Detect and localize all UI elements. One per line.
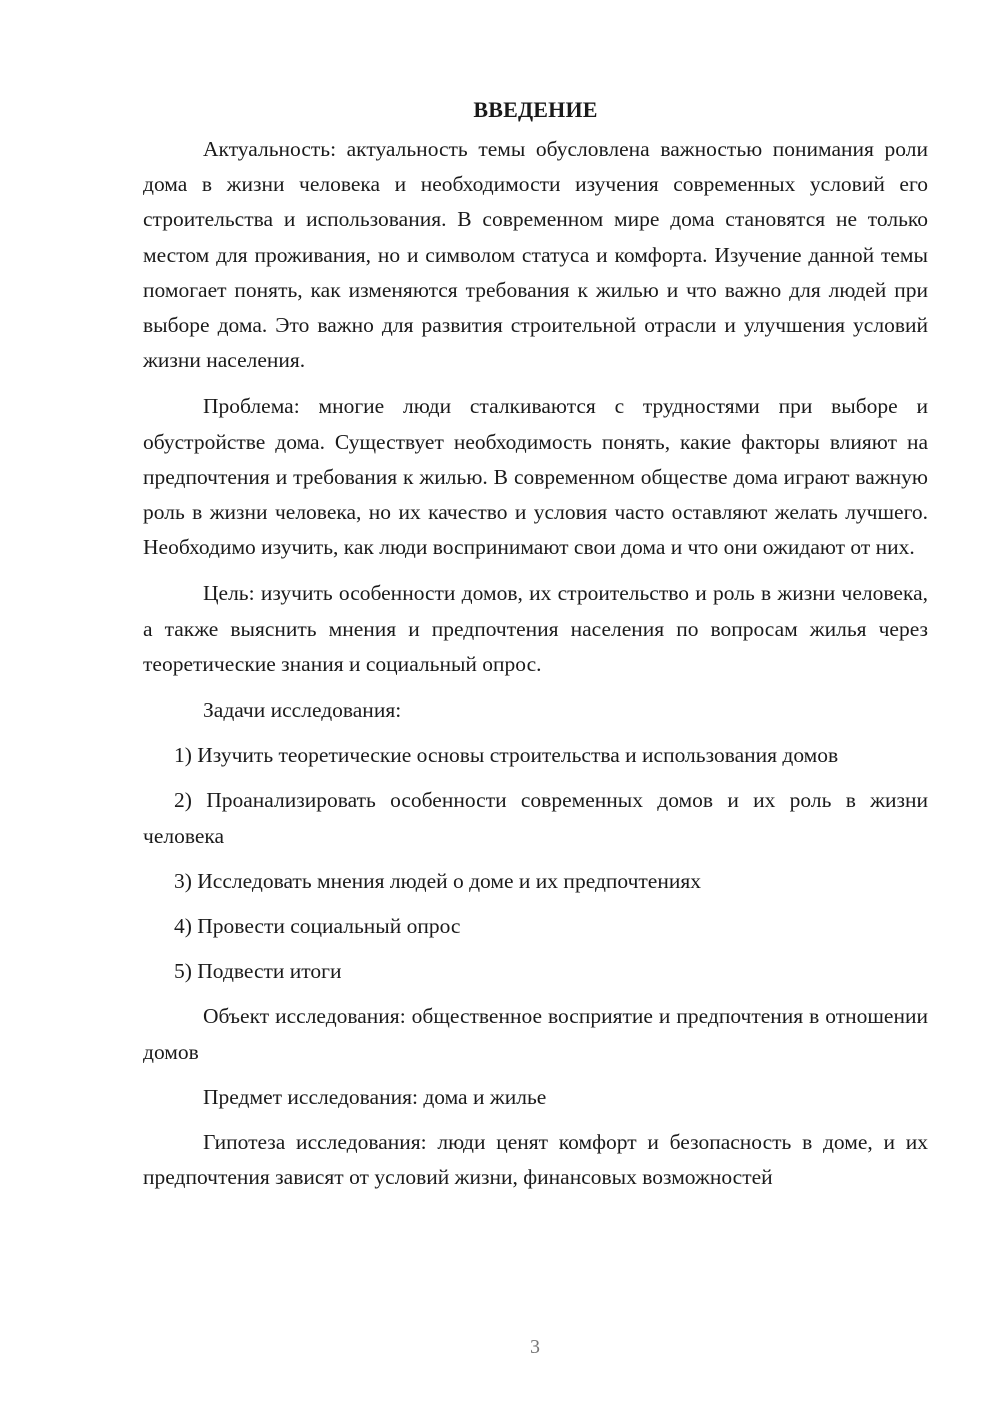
page-number: 3 [530, 1336, 540, 1358]
paragraph-hypothesis: Гипотеза исследования: люди ценят комфорт и безопасность в доме, и их предпочтения зависят от условий жизни, финансовых возможностей [143, 1130, 928, 1190]
paragraph-goal: Цель: изучить особенности домов, их строительство и роль в жизни человека, а также выяснить мнения и предпочтения населения по вопросам жилья через теоретические знания и социальный опрос. [143, 581, 928, 676]
list-item: 2) Проанализировать особенности современных домов и их роль в жизни человека [143, 788, 928, 848]
document-page [143, 94, 928, 1195]
list-item: 5) Подвести итоги [174, 959, 342, 984]
section-title: ВВЕДЕНИЕ [473, 97, 598, 122]
paragraph-object: Объект исследования: общественное восприятие и предпочтения в отношении домов [143, 1004, 928, 1064]
list-item: 4) Провести социальный опрос [174, 914, 461, 939]
paragraph-problem: Проблема: многие люди сталкиваются с трудностями при выборе и обустройстве дома. Существует необходимость понять, какие факторы влияют на предпочтения и требования к жилью. В современном обществе дома играют важную роль в жизни человека, но их качество и условия часто оставляют желать лучшего. Необходимо изучить, как люди воспринимают свои дома и что они ожидают от них. [143, 394, 928, 560]
tasks-heading: Задачи исследования: [203, 698, 402, 723]
paragraph-relevance: Актуальность: актуальность темы обусловлена важностью понимания роли дома в жизни человека и необходимости изучения современных условий его строительства и использования. В современном мире дома становятся не только местом для проживания, но и символом статуса и комфорта. Изучение данной темы помогает понять, как изменяются требования к жилью и что важно для людей при выборе дома. Это важно для развития строительной отрасли и улучшения условий жизни населения. [143, 137, 928, 373]
list-item: 1) Изучить теоретические основы строительства и использования домов [174, 743, 839, 768]
tasks-list [143, 738, 928, 989]
paragraph-subject: Предмет исследования: дома и жилье [203, 1084, 547, 1109]
list-item: 3) Исследовать мнения людей о доме и их предпочтениях [174, 868, 701, 893]
